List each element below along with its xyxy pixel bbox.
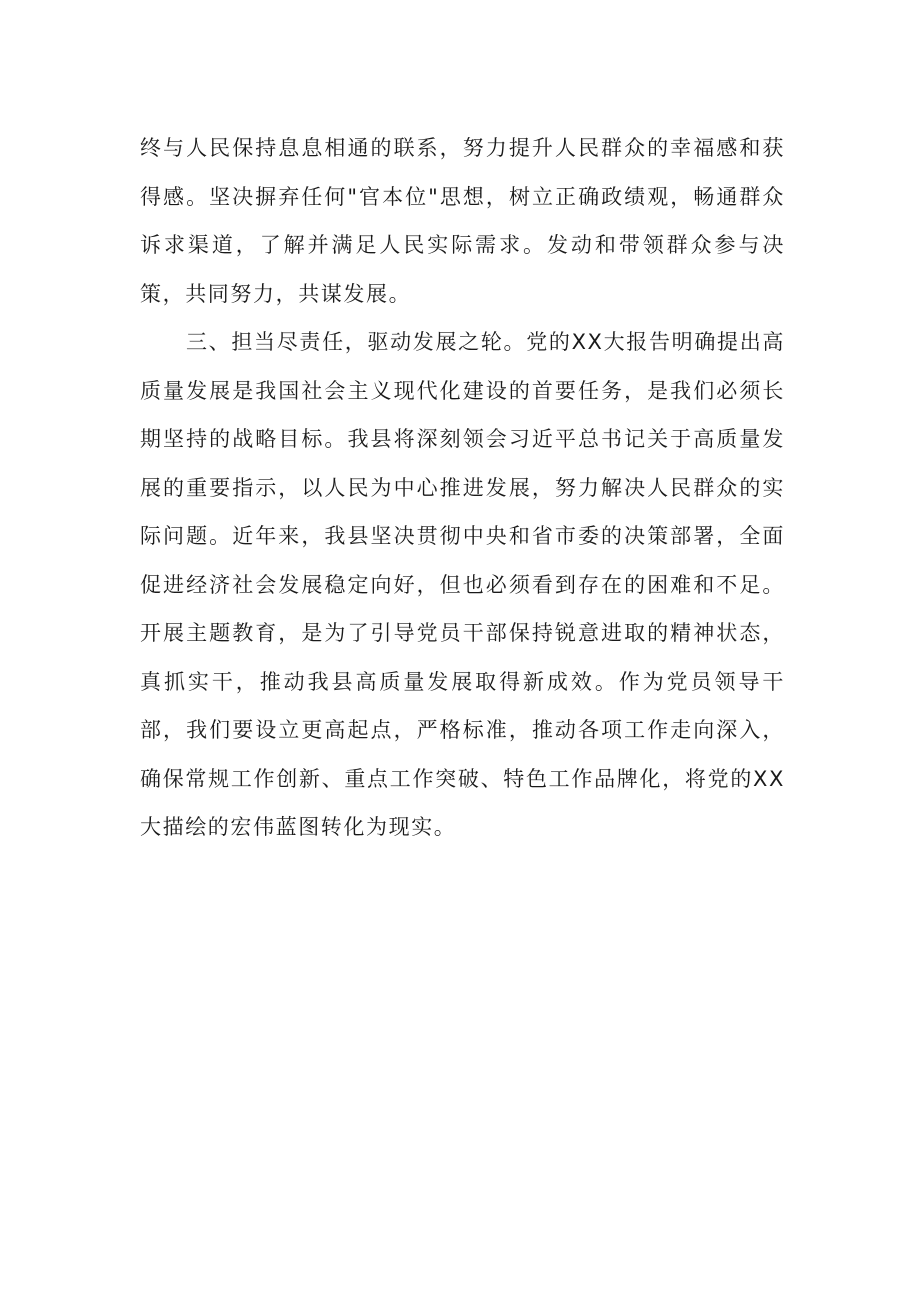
paragraph-section-three: 三、担当尽责任，驱动发展之轮。党的XX大报告明确提出高质量发展是我国社会主义现代化建设的首要任务，是我们必须长期坚持的战略目标。我县将深刻领会习近平总书记关于高质量发展的重要指示，以人民为中心推进发展，努力解决人民群众的实际问题。近年来，我县坚决贯彻中央和省市委的决策部署，全面促进经济社会发展稳定向好，但也必须看到存在的困难和不足。开展主题教育，是为了引导党员干部保持锐意进取的精神状态，真抓实干，推动我县高质量发展取得新成效。作为党员领导干部，我们要设立更高起点，严格标准，推动各项工作走向深入，确保常规工作创新、重点工作突破、特色工作品牌化，将党的XX大描绘的宏伟蓝图转化为现实。 xyxy=(140,330,785,839)
document-body xyxy=(140,124,785,852)
paragraph-continuation: 终与人民保持息息相通的联系，努力提升人民群众的幸福感和获得感。坚决摒弃任何"官本位"思想，树立正确政绩观，畅通群众诉求渠道，了解并满足人民实际需求。发动和带领群众参与决策，共同努力，共谋发展。 xyxy=(140,136,785,306)
